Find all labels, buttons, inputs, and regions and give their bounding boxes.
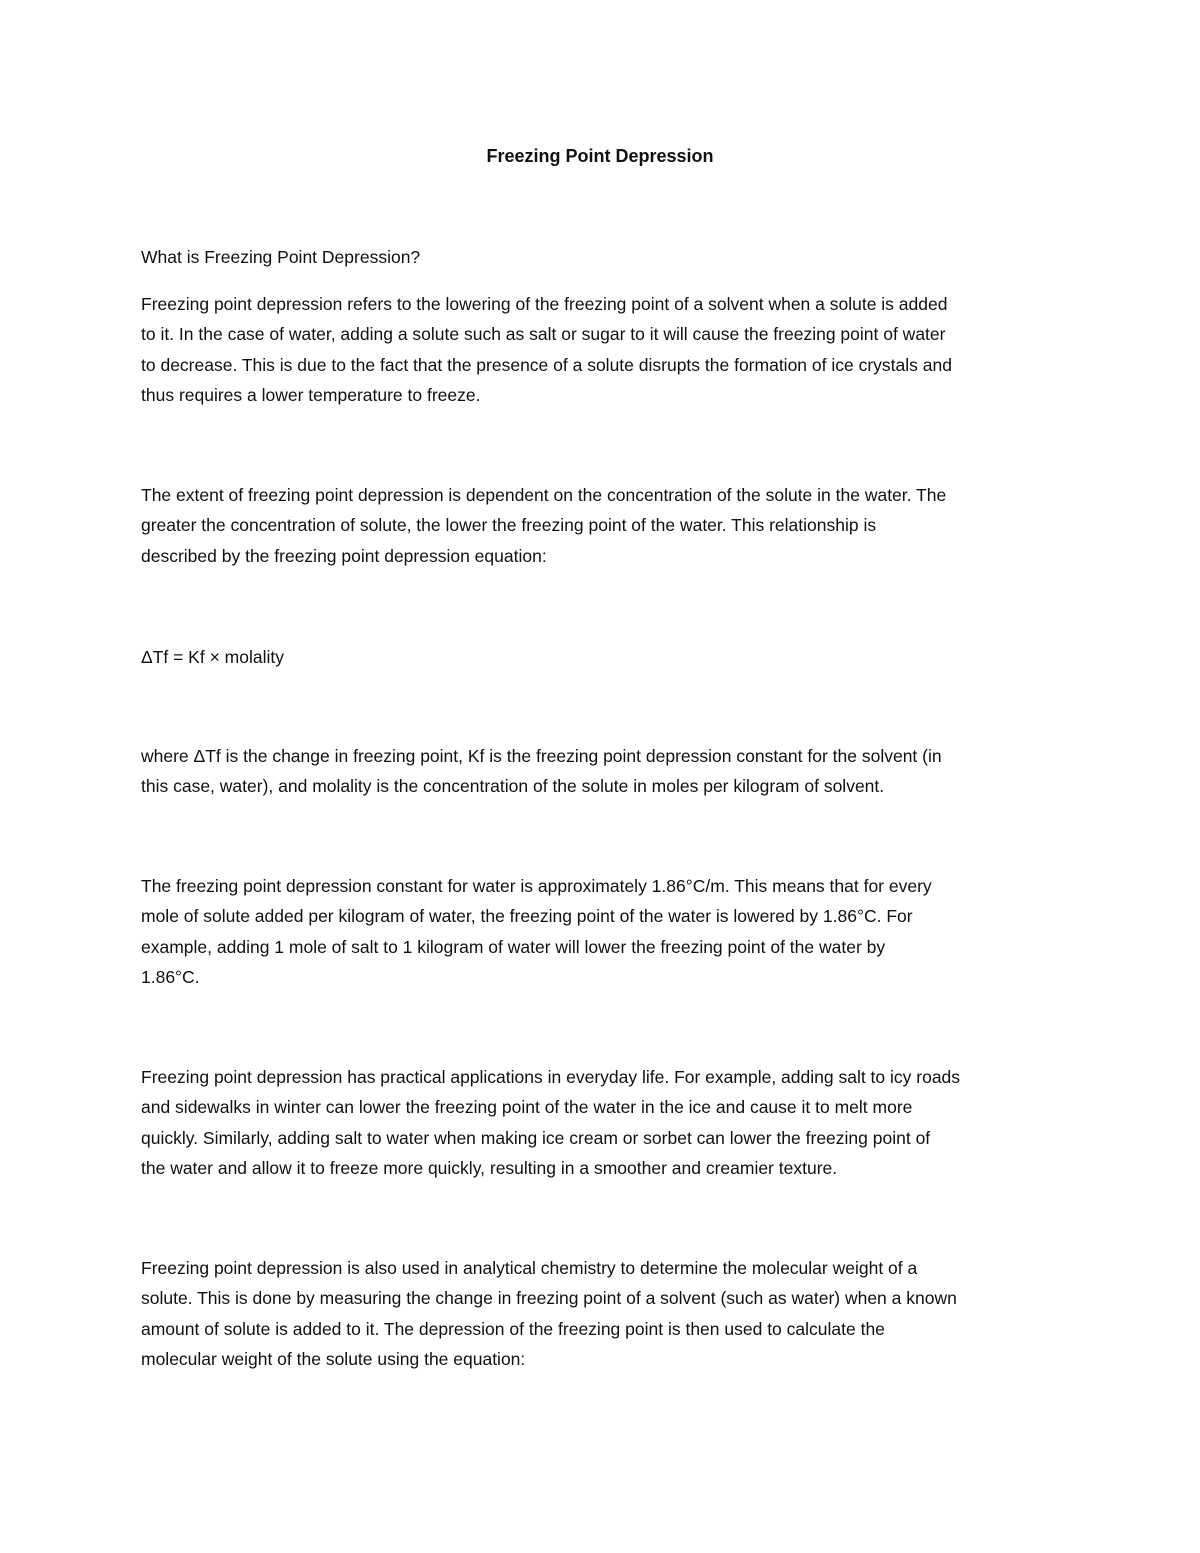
paragraph-line: greater the concentration of solute, the lower the freezing point of the water. This relationship is (141, 515, 877, 536)
paragraph-line: thus requires a lower temperature to freeze. (141, 385, 481, 406)
paragraph-line: quickly. Similarly, adding salt to water when making ice cream or sorbet can lower the freezing point of (141, 1127, 931, 1148)
paragraph-analytical (141, 1253, 1071, 1375)
paragraph-line: described by the freezing point depression equation: (141, 545, 547, 566)
paragraph-line: to decrease. This is due to the fact that the presence of a solute disrupts the formation of ice crystals and (141, 354, 952, 375)
paragraph-line: The freezing point depression constant for water is approximately 1.86°C/m. This means that for every (141, 876, 932, 896)
paragraph-line: Freezing point depression is also used in analytical chemistry to determine the molecular weight of a (141, 1258, 918, 1278)
equation-line (141, 642, 1071, 672)
equation-text: ΔTf = Kf × molality (141, 647, 284, 667)
heading-line: What is Freezing Point Depression? (141, 247, 421, 267)
paragraph-line: the water and allow it to freeze more quickly, resulting in a smoother and creamier texture. (141, 1158, 838, 1179)
paragraph-line: and sidewalks in winter can lower the freezing point of the water in the ice and cause it to melt more (141, 1097, 913, 1118)
paragraph-definition (141, 289, 1071, 411)
paragraph-line: mole of solute added per kilogram of water, the freezing point of the water is lowered by 1.86°C. For (141, 906, 913, 927)
document-title: Freezing Point Depression (486, 146, 714, 166)
paragraph-line: Freezing point depression has practical applications in everyday life. For example, adding salt to icy roads (141, 1067, 961, 1087)
paragraph-line: amount of solute is added to it. The depression of the freezing point is then used to calculate the (141, 1318, 885, 1339)
paragraph-line: Freezing point depression refers to the lowering of the freezing point of a solvent when a solute is added (141, 294, 948, 314)
section-heading (141, 242, 1071, 272)
paragraph-line: to it. In the case of water, adding a solute such as salt or sugar to it will cause the freezing point of water (141, 324, 946, 345)
paragraph-line: example, adding 1 mole of salt to 1 kilogram of water will lower the freezing point of the water by (141, 936, 886, 957)
paragraph-variables (141, 741, 1071, 802)
paragraph-line: The extent of freezing point depression is dependent on the concentration of the solute in the water. The (141, 485, 947, 505)
paragraph-line: where ΔTf is the change in freezing point, Kf is the freezing point depression constant for the solvent (in (141, 746, 942, 766)
paragraph-line: solute. This is done by measuring the change in freezing point of a solvent (such as water) when a known (141, 1288, 957, 1309)
paragraph-line: this case, water), and molality is the concentration of the solute in moles per kilogram of solvent. (141, 776, 885, 797)
paragraph-line: molecular weight of the solute using the equation: (141, 1349, 526, 1370)
paragraph-concentration (141, 480, 1071, 571)
paragraph-applications (141, 1062, 1071, 1184)
paragraph-line: 1.86°C. (141, 967, 200, 988)
paragraph-water-constant (141, 871, 1071, 993)
